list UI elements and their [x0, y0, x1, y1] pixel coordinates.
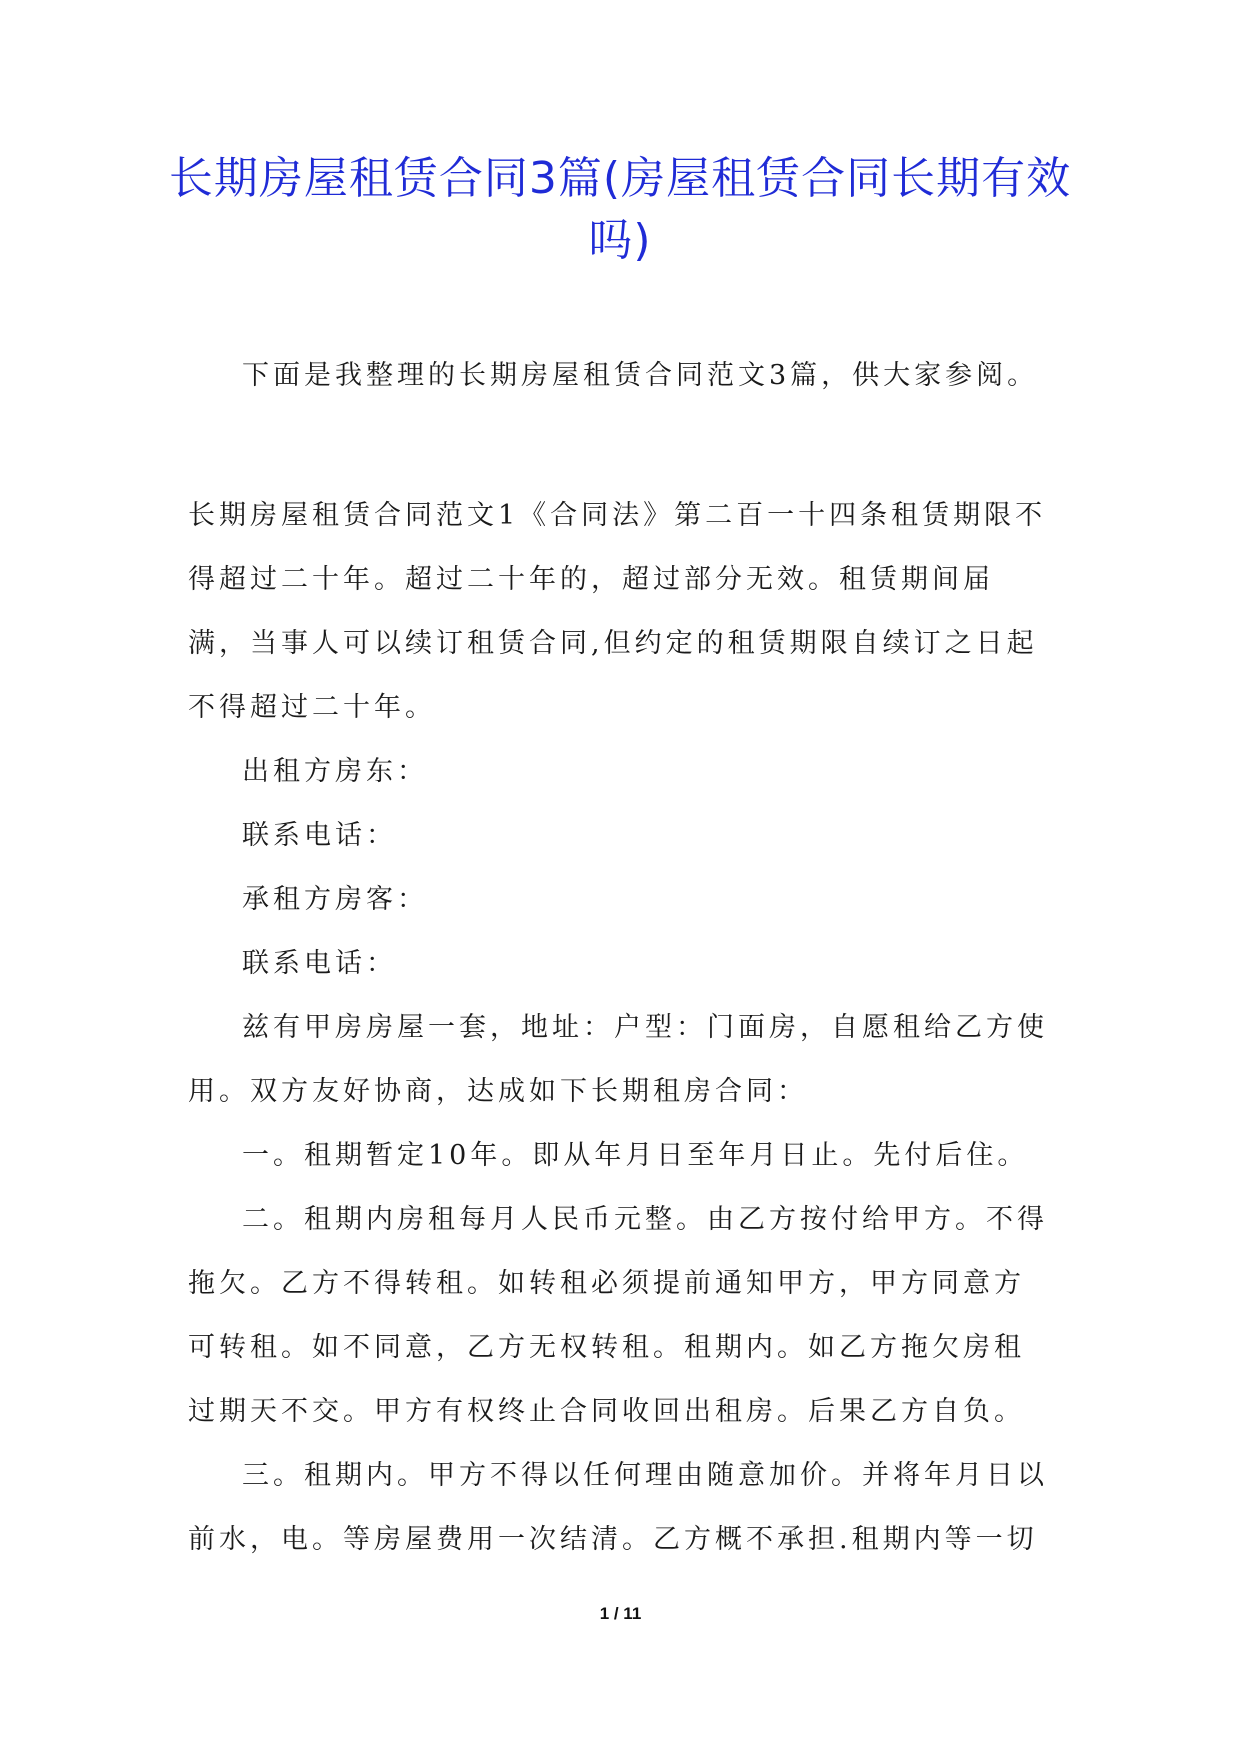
paragraph-4: 承租方房客： [242, 884, 428, 915]
document-title: 长期房屋租赁合同3篇(房屋租赁合同长期有效吗) [168, 153, 1072, 266]
paragraph-7: 一。租期暂定10年。即从年月日至年月日止。先付后住。 [242, 1140, 1029, 1171]
paragraph-1: 长期房屋租赁合同范文1《合同法》第二百一十四条租赁期限不得超过二十年。超过二十年的，超过部分无效。租赁期间届满，当事人可以续订租赁合同,但约定的租赁期限自续订之日起不得超过二十年。 [188, 500, 1047, 723]
paragraph-2: 出租方房东： [242, 756, 428, 787]
page-number: 1 / 11 [599, 1604, 642, 1623]
paragraph-9: 三。租期内。甲方不得以任何理由随意加价。并将年月日以前水，电。等房屋费用一次结清。乙方概不承担.租期内等一切 [188, 1460, 1048, 1555]
document-body [188, 484, 1054, 1572]
paragraph-3: 联系电话： [242, 820, 397, 851]
paragraph-6: 兹有甲房房屋一套，地址：户型：门面房，自愿租给乙方使用。双方友好协商，达成如下长期租房合同： [188, 1012, 1048, 1107]
intro-paragraph: 下面是我整理的长期房屋租赁合同范文3篇，供大家参阅。 [242, 360, 1039, 391]
paragraph-5: 联系电话： [242, 948, 397, 979]
paragraph-8: 二。租期内房租每月人民币元整。由乙方按付给甲方。不得拖欠。乙方不得转租。如转租必须提前通知甲方，甲方同意方可转租。如不同意，乙方无权转租。租期内。如乙方拖欠房租过期天不交。甲方有权终止合同收回出租房。后果乙方自负。 [188, 1204, 1048, 1427]
